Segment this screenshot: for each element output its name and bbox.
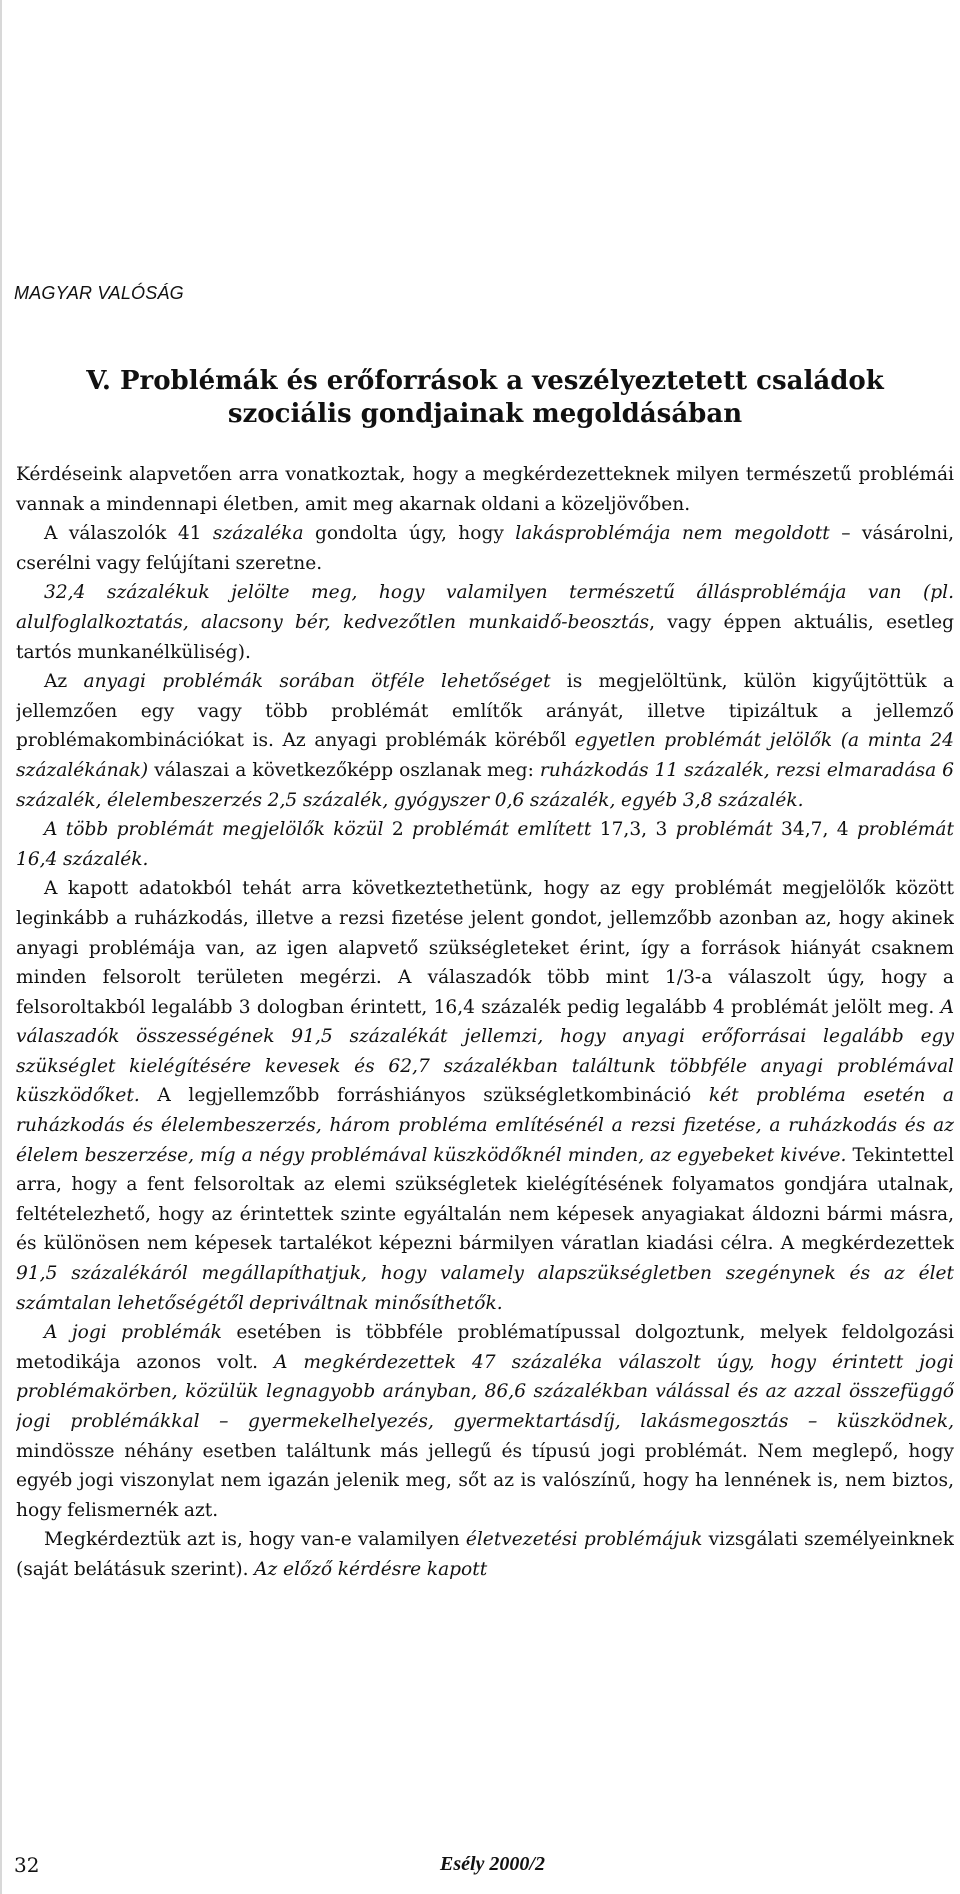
text-run: is megjelöltünk, külön kigyűjtöttük a jellemzően egy vagy több problémát említők arányát, illetve tipizáltuk a jellemző problémakombinációkat is. Az anyagi problémák köréből (16, 671, 954, 752)
text-run: 34,7, 4 (772, 819, 857, 841)
paragraph (16, 578, 954, 667)
journal-issue: Esély 2000/2 (440, 1853, 545, 1875)
paragraph (16, 519, 954, 578)
paragraph (16, 667, 954, 815)
text-run: – vásárolni, cserélni vagy felújítani szeretne. (16, 523, 954, 574)
italic-run: A megkérdezettek 47 százaléka válaszolt úgy, hogy érintett jogi problémakörben, közülük legnagyobb arányban, 86,6 százalékban válással és az azzal összefüggő jogi problémákkal – gyermekelhelyezés, gyermektartásdíj, lakásmegosztás – küszködnek, (16, 1351, 954, 1432)
paragraph (16, 1525, 954, 1584)
italic-run: anyagi problémák sorában ötféle lehetőséget (83, 671, 551, 693)
text-run: esetében is többféle problématípussal dolgoztunk, melyek feldolgozási metodikája azonos volt. (16, 1322, 954, 1373)
italic-run: problémát (675, 819, 773, 841)
italic-run: lakásproblémája nem megoldott (515, 523, 830, 545)
italic-run: ruházkodás 11 százalék, rezsi elmaradása 6 százalék, élelembeszerzés 2,5 százalék, gyógyszer 0,6 százalék, egyéb 3,8 százalék. (16, 759, 954, 811)
text-run: A legjellemzőbb forráshiányos szükségletkombináció (139, 1085, 709, 1107)
text-run: Megkérdeztük azt is, hogy van-e valamilyen (44, 1529, 466, 1551)
italic-run: problémát említett (412, 819, 592, 841)
paragraph (16, 874, 954, 1318)
page-number: 32 (14, 1853, 40, 1877)
text-run: 17,3, 3 (591, 819, 676, 841)
paragraph (16, 1318, 954, 1525)
italic-run: életvezetési problémájuk (465, 1529, 703, 1551)
text-run: Tekintettel arra, hogy a fent felsoroltak az elemi szükségletek kielégítésének folyamatos gondjára utalnak, feltételezhető, hogy az érintettek szinte egyáltalán nem képesek anyagiakat áldozni bármi másra, és különösen nem képesek tartalékot képezni bármilyen váratlan kiadási célra. A megkérdezettek (16, 1144, 954, 1255)
italic-run: 91,5 százalékáról megállapíthatjuk, hogy valamely alapszükségletben szegénynek és az élet számtalan lehetőségétől depriváltnak minősíthetők. (16, 1263, 954, 1314)
paragraph (16, 815, 954, 874)
text-run: vizsgálati személyeinknek (saját belátásuk szerint). (16, 1529, 954, 1580)
text-run: A kapott adatokból tehát arra következtethetünk, hogy az egy problémát megjelölők között leginkább a ruházkodás, illetve a rezsi fizetése jelent gondot, jellemzőbb azonban az, hogy akinek anyagi problémája van, az igen alapvető szükségleteket érint, így a források hiányát csaknem minden felsorolt területen megérzi. A válaszadók több mint 1/3-a válaszolt úgy, hogy a felsoroltakból legalább 3 dologban érintett, 16,4 százalék pedig legalább 4 problémát jelölt meg. (16, 878, 954, 1018)
body-text (16, 460, 954, 1840)
section-title (16, 365, 954, 431)
text-run: Kérdéseink alapvetően arra vonatkoztak, hogy a megkérdezetteknek milyen természetű problémái vannak a mindennapi életben, amit meg akarnak oldani a közeljövőben. (16, 464, 954, 515)
text-run: gondolta úgy, hogy (303, 523, 516, 545)
italic-run: 32,4 százalékuk jelölte meg, hogy valamilyen természetű állásproblémája van (pl. alulfoglalkoztatás, alacsony bér, kedvezőtlen munkaidő-beosztás (16, 582, 954, 633)
italic-run: egyetlen problémát jelölők (a minta 24 százalékának) (16, 730, 954, 781)
italic-run: A válaszadók összességének 91,5 százalékát jellemzi, hogy anyagi erőforrásai legalább egy szükséglet kielégítésére kevesek és 62,7 százalékban találtunk többféle anyagi problémával küszködőket. (16, 996, 954, 1107)
section-title-line-2: szociális gondjainak megoldásában (227, 399, 743, 429)
section-title-line-1: V. Problémák és erőforrások a veszélyeztetett családok (86, 366, 884, 396)
page-edge-shadow (0, 0, 2, 1894)
text-run: 2 (383, 819, 413, 841)
italic-run: két probléma esetén a ruházkodás és élelembeszerzés, három probléma említésénél a rezsi fizetése, a ruházkodás és az élelem beszerzése, míg a négy problémával küszködőknél minden, az egyebeket kivéve. (16, 1085, 954, 1166)
italic-run: A több problémát megjelölők közül (44, 819, 384, 841)
italic-run: Az előző kérdésre kapott (254, 1558, 488, 1580)
italic-run: A jogi problémák (44, 1322, 222, 1344)
text-run: , vagy éppen aktuális, esetleg tartós munkanélküliség). (16, 611, 954, 663)
paragraph (16, 460, 954, 519)
text-run: mindössze néhány esetben találtunk más jellegű és típusú jogi problémát. Nem meglepő, hogy egyéb jogi viszonylat nem igazán jelenik meg, sőt az is valószínű, hogy ha lennének is, nem biztos, hogy felismernék azt. (16, 1440, 954, 1521)
italic-run: problémát 16,4 százalék. (16, 819, 954, 870)
running-head: MAGYAR VALÓSÁG (14, 283, 184, 303)
italic-run: százaléka (212, 523, 304, 545)
text-run: Az (44, 671, 84, 693)
text-run: A válaszolók 41 (44, 523, 213, 545)
text-run: válaszai a következőképp oszlanak meg: (148, 759, 540, 781)
